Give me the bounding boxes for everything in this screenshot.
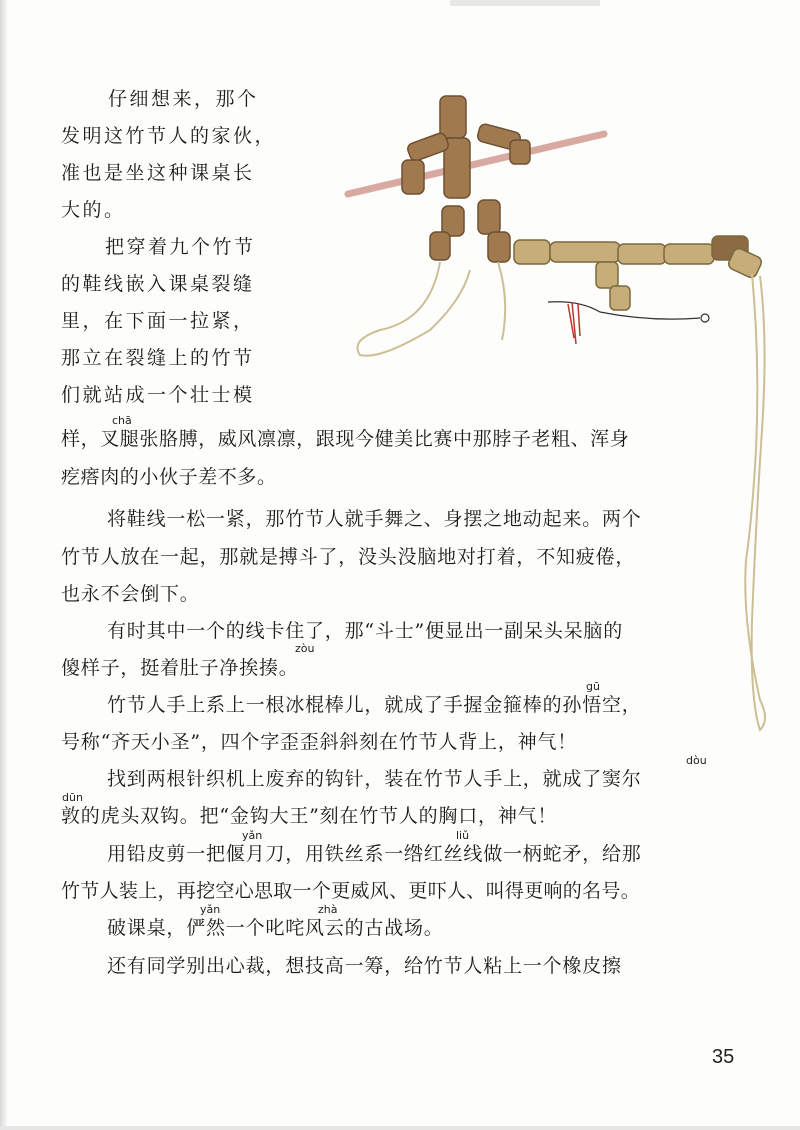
text-line-6: 的鞋线嵌入课桌裂缝 <box>61 273 255 295</box>
text-line-12: 将鞋线一松一紧，那竹节人就手舞之、身摆之地动起来。两个 <box>107 508 642 530</box>
text-line-1: 仔细想来，那个 <box>108 88 259 110</box>
hook-loop <box>701 314 709 322</box>
text-line-7: 里，在下面一拉紧， <box>61 310 255 332</box>
pinyin-yan-2: yǎn <box>200 903 221 916</box>
text-line-3: 准也是坐这种课桌长 <box>61 162 255 184</box>
pinyin-liu: liǔ <box>456 829 470 842</box>
scan-bottom-edge <box>0 1126 800 1130</box>
pinyin-zou: zòu <box>295 642 315 655</box>
text-line-20: 敦的虎头双钩。把“金钩大王”刻在竹节人的胸口，神气！ <box>61 805 558 827</box>
text-line-19: 找到两根针织机上废弃的钩针，装在竹节人手上，就成了窦尔 <box>107 768 642 790</box>
pinyin-cha: chā <box>112 414 132 427</box>
text-line-5: 把穿着九个竹节 <box>105 236 256 258</box>
bamboo-figure-standing <box>402 96 530 262</box>
text-line-4: 大的。 <box>61 199 126 221</box>
text-line-2: 发明这竹节人的家伙， <box>61 125 277 147</box>
pinyin-zha: zhà <box>318 903 338 916</box>
text-line-8: 那立在裂缝上的竹节 <box>61 347 255 369</box>
text-line-21: 用铅皮剪一把偃月刀，用铁丝系一绺红丝线做一柄蛇矛，给那 <box>107 843 642 865</box>
text-line-17: 竹节人手上系上一根冰棍棒儿，就成了手握金箍棒的孙悟空， <box>107 694 642 716</box>
red-thread-tassel <box>568 302 580 344</box>
pinyin-dou: dòu <box>686 754 707 767</box>
shoe-string-long <box>745 274 765 730</box>
shoe-string-right <box>498 262 505 340</box>
text-line-11: 疙瘩肉的小伙子差不多。 <box>61 466 277 488</box>
text-line-15: 有时其中一个的线卡住了，那“斗士”便显出一副呆头呆脑的 <box>107 620 624 642</box>
pinyin-dun: dūn <box>62 791 83 804</box>
text-line-10: 样，叉腿张胳膊，威风凛凛，跟现今健美比赛中那脖子老粗、浑身 <box>61 428 630 450</box>
text-line-13: 竹节人放在一起，那就是搏斗了，没头没脑地对打着，不知疲倦， <box>61 546 636 568</box>
text-line-14: 也永不会倒下。 <box>61 583 200 605</box>
text-line-16: 傻样子，挺着肚子净挨揍。 <box>61 657 299 679</box>
text-line-18: 号称“齐天小圣”，四个字歪歪斜斜刻在竹节人背上，神气！ <box>61 731 578 753</box>
text-line-23: 破课桌，俨然一个叱咤风云的古战场。 <box>107 917 444 939</box>
page-number: 35 <box>712 1046 735 1068</box>
shoe-string-left <box>358 262 471 356</box>
bamboo-figure-lying <box>514 236 763 310</box>
ice-pop-stick <box>348 134 604 194</box>
pinyin-yan-1: yǎn <box>242 829 263 842</box>
pinyin-gu: gū <box>586 680 600 693</box>
text-line-9: 们就站成一个壮士模 <box>61 384 255 406</box>
text-line-22: 竹节人装上，再挖空心思取一个更威风、更吓人、叫得更响的名号。 <box>61 880 641 902</box>
text-line-24: 还有同学别出心裁，想技高一筹，给竹节人粘上一个橡皮擦 <box>107 955 622 977</box>
